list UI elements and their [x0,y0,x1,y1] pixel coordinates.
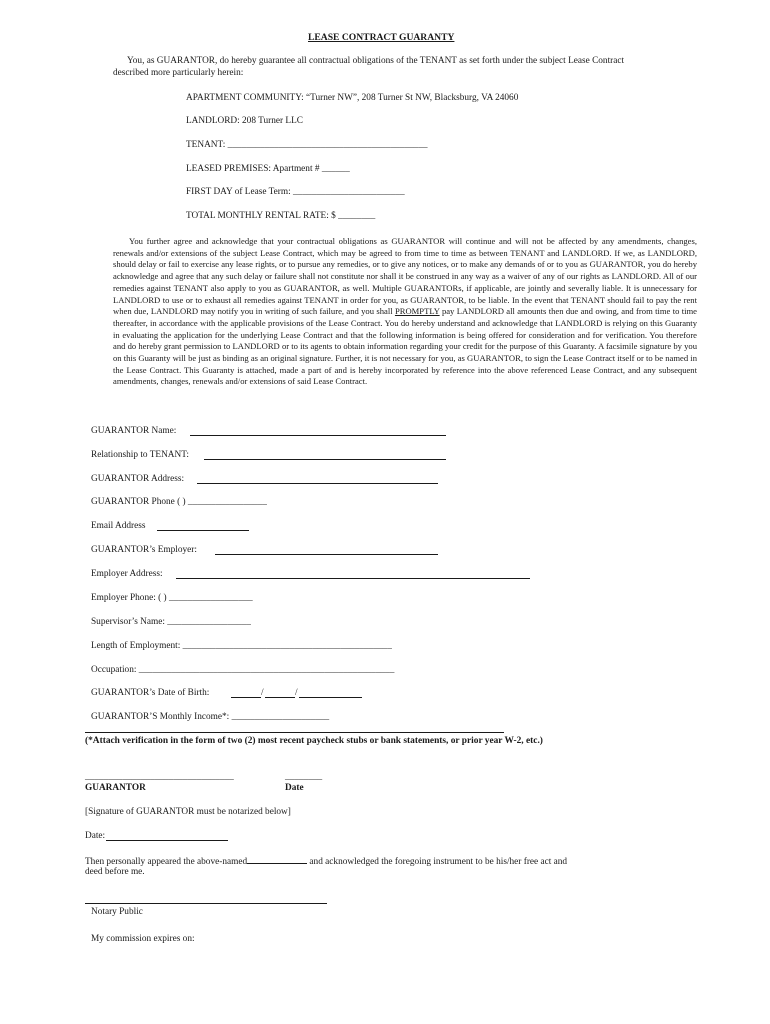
employer-input[interactable] [215,554,438,555]
dob-year-input[interactable] [299,697,362,698]
signature-date-line[interactable]: ________ [285,772,323,782]
deed-before-me-text: deed before me. [85,867,145,877]
employer-address-label: Employer Address: [91,569,163,579]
supervisor-field[interactable]: Supervisor’s Name: __________________ [91,617,251,627]
appeared-name-input[interactable] [247,855,307,864]
leased-premises-field[interactable]: LEASED PREMISES: Apartment # ______ [186,164,350,174]
attach-verification-note: (*Attach verification in the form of two (2) most recent paycheck stubs or bank statements, or prior year W-2, etc.) [85,736,543,746]
notary-date-label: Date: [85,831,106,841]
employment-length-field[interactable]: Length of Employment: _____________________________________________ [91,641,392,651]
appeared-after-text: and acknowledged the foregoing instrument to be his/her free act and [307,857,568,867]
guarantor-address-label: GUARANTOR Address: [91,474,185,484]
promptly-emphasis: PROMPTLY [394,306,440,317]
appeared-text [85,855,567,868]
intro-paragraph: You, as GUARANTOR, do hereby guarantee all contractual obligations of the TENANT as set forth under the subject Lease Contract described more particularly herein: [113,56,625,78]
tenant-field[interactable]: TENANT: ___________________________________________ [186,140,428,150]
guarantor-signature-line[interactable]: ________________________________ [85,772,234,782]
dob-day-input[interactable] [265,697,295,698]
email-label: Email Address [91,521,146,531]
first-day-field[interactable]: FIRST DAY of Lease Term: ________________________ [186,187,405,197]
guarantor-signature-label: GUARANTOR [85,783,146,793]
employer-address-input[interactable] [176,578,530,579]
appeared-before-text: Then personally appeared the above-named [85,857,248,867]
dob-separator-2: / [295,688,298,698]
guarantor-address-input[interactable] [197,483,438,484]
income-separator-line [85,732,504,733]
guarantor-name-label: GUARANTOR Name: [91,426,177,436]
signature-date-label: Date [285,783,304,793]
commission-expires-label: My commission expires on: [91,934,195,944]
monthly-rent-field[interactable]: TOTAL MONTHLY RENTAL RATE: $ ________ [186,211,376,221]
monthly-income-field[interactable]: GUARANTOR’S Monthly Income*: _____________________ [91,712,330,722]
notary-public-label: Notary Public [91,907,143,917]
apartment-community: APARTMENT COMMUNITY: “Turner NW”, 208 Turner St NW, Blacksburg, VA 24060 [186,93,519,103]
relationship-input[interactable] [204,459,446,460]
guarantor-phone-field[interactable]: GUARANTOR Phone ( ) _________________ [91,497,267,507]
dob-separator-1: / [261,688,264,698]
employer-phone-field[interactable]: Employer Phone: ( ) __________________ [91,593,253,603]
agreement-text-2: pay LANDLORD all amounts then due and owing, and from time to time thereafter, in accordance with the applicable provisions of the Lease Contract. You do hereby understand and acknowledge that LANDLORD is relying on this Guaranty in evaluating the application for the underlying Lease Contract and that the following information is being offered for consideration and for verification. You therefore and do hereby grant permission to LANDLORD or to its agents to obtain information regarding your credit for the purpose of this Guaranty. A facsimile signature by you on this Guaranty will be just as binding as an original signature. Further, it is not necessary for you, as GUARANTOR, to sign the Lease Contract itself or to be named in the Lease Contract. This Guaranty is attached, made a part of and is hereby incorporated by reference into the above referenced Lease Contract, and any subsequent amendments, changes, renewals and/or extensions of said Lease Contract. [113,306,697,387]
email-input[interactable] [157,530,249,531]
notary-date-input[interactable] [106,840,228,841]
date-of-birth-label: GUARANTOR’s Date of Birth: [91,688,210,698]
guarantor-name-input[interactable] [190,435,446,436]
employer-label: GUARANTOR’s Employer: [91,545,197,555]
notarized-note: [Signature of GUARANTOR must be notarized below] [85,807,291,817]
dob-month-input[interactable] [231,697,261,698]
occupation-field[interactable]: Occupation: _______________________________________________________ [91,665,395,675]
relationship-label: Relationship to TENANT: [91,450,190,460]
agreement-paragraph [113,236,697,388]
landlord: LANDLORD: 208 Turner LLC [186,116,303,126]
agreement-text-1: You further agree and acknowledge that your contractual obligations as GUARANTOR will continue and will not be affected by any amendments, changes, renewals and/or extensions of the subject Lease Contract, which may be agreed to from time to time as between TENANT and LANDLORD. If we, as LANDLORD, should delay or fail to exercise any lease rights, or to pursue any remedies, or to give any notices, or to make any demands of or to you as GUARANTOR, you do hereby acknowledge and agree that any such delay or failure shall not constitute nor shall it be construed in any way as a waiver of any of our rights as LANDLORD. All of our remedies against TENANT also apply to you as GUARANTOR, as well. Multiple GUARANTORs, if applicable, are jointly and severally liable. It is unnecessary for LANDLORD to use or to exhaust all remedies against TENANT in order for you, as GUARANTOR, to be liable. In the event that TENANT should fail to pay the rent when due, LANDLORD may notify you in writing of such failure, and you shall [113,236,697,317]
document-title: LEASE CONTRACT GUARANTY [308,32,455,43]
notary-signature-line[interactable] [85,903,327,904]
